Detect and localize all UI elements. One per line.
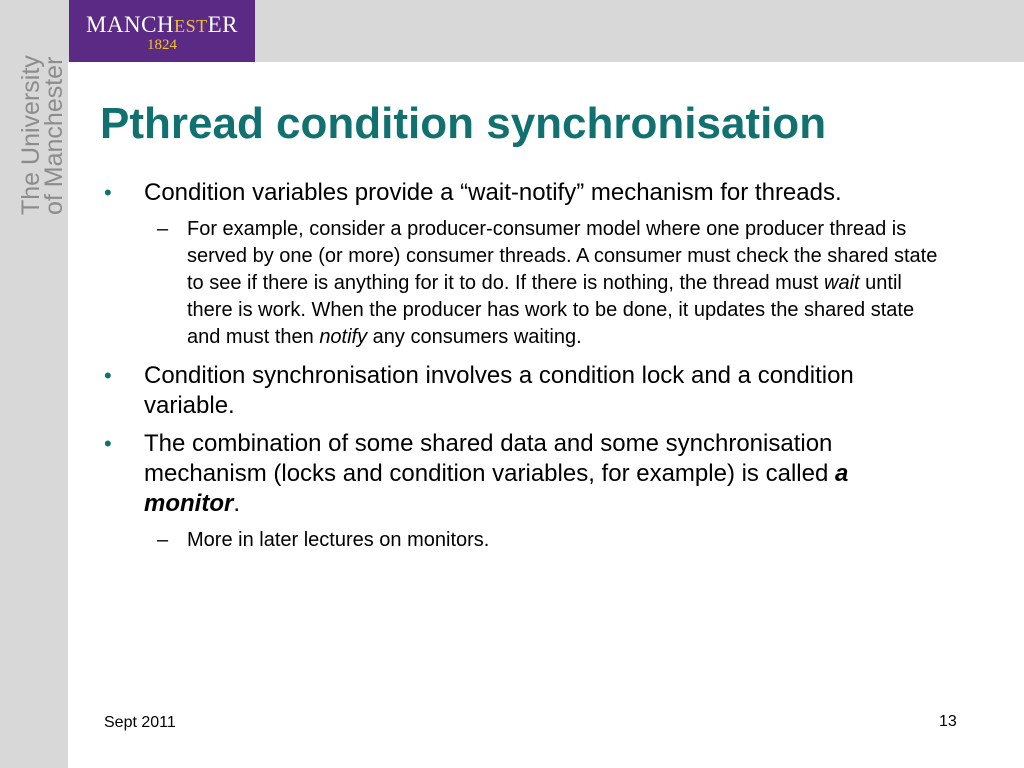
logo-year: 1824 xyxy=(147,37,177,53)
wordmark-line-1: The University xyxy=(17,55,45,215)
footer-date: Sept 2011 xyxy=(104,714,176,731)
wordmark-line-2: of Manchester xyxy=(40,56,68,215)
bullet-text: The combination of some shared data and some synchronisation mechanism (locks and condition variables, for example) is called a monitor. xyxy=(144,430,849,517)
slide-title: Pthread condition synchronisation xyxy=(100,99,827,148)
bullet-marker: • xyxy=(104,180,112,205)
monitor-emphasis: a monitor xyxy=(144,460,849,517)
page-number: 13 xyxy=(939,713,957,730)
sub-bullet-marker: – xyxy=(157,529,169,551)
sub-bullet-text: For example, consider a producer-consumer model where one producer thread is served by one (or more) consumer threads. A consumer must check the shared state to see if there is anything for it to do. If there is nothing, the thread must wait until there is work. When the producer has work to be done, it updates the shared state and must then notify any consumers waiting. xyxy=(187,218,938,348)
university-logo xyxy=(69,0,255,62)
sub-bullet-item xyxy=(104,216,944,351)
sub-bullet-text: More in later lectures on monitors. xyxy=(187,529,490,551)
bullet-text: Condition variables provide a “wait-notify” mechanism for threads. xyxy=(144,179,842,206)
bullet-item xyxy=(104,361,944,421)
sub-bullet-item xyxy=(104,527,944,554)
logo-name: MANCHESTER xyxy=(85,12,239,37)
bullet-item xyxy=(104,178,944,208)
bullet-marker: • xyxy=(104,363,112,388)
bullet-text: Condition synchronisation involves a condition lock and a condition variable. xyxy=(144,362,854,419)
slide-content xyxy=(104,178,944,564)
vertical-wordmark xyxy=(17,55,68,215)
sub-bullet-marker: – xyxy=(157,218,169,240)
bullet-marker: • xyxy=(104,431,112,456)
bullet-item xyxy=(104,429,944,519)
